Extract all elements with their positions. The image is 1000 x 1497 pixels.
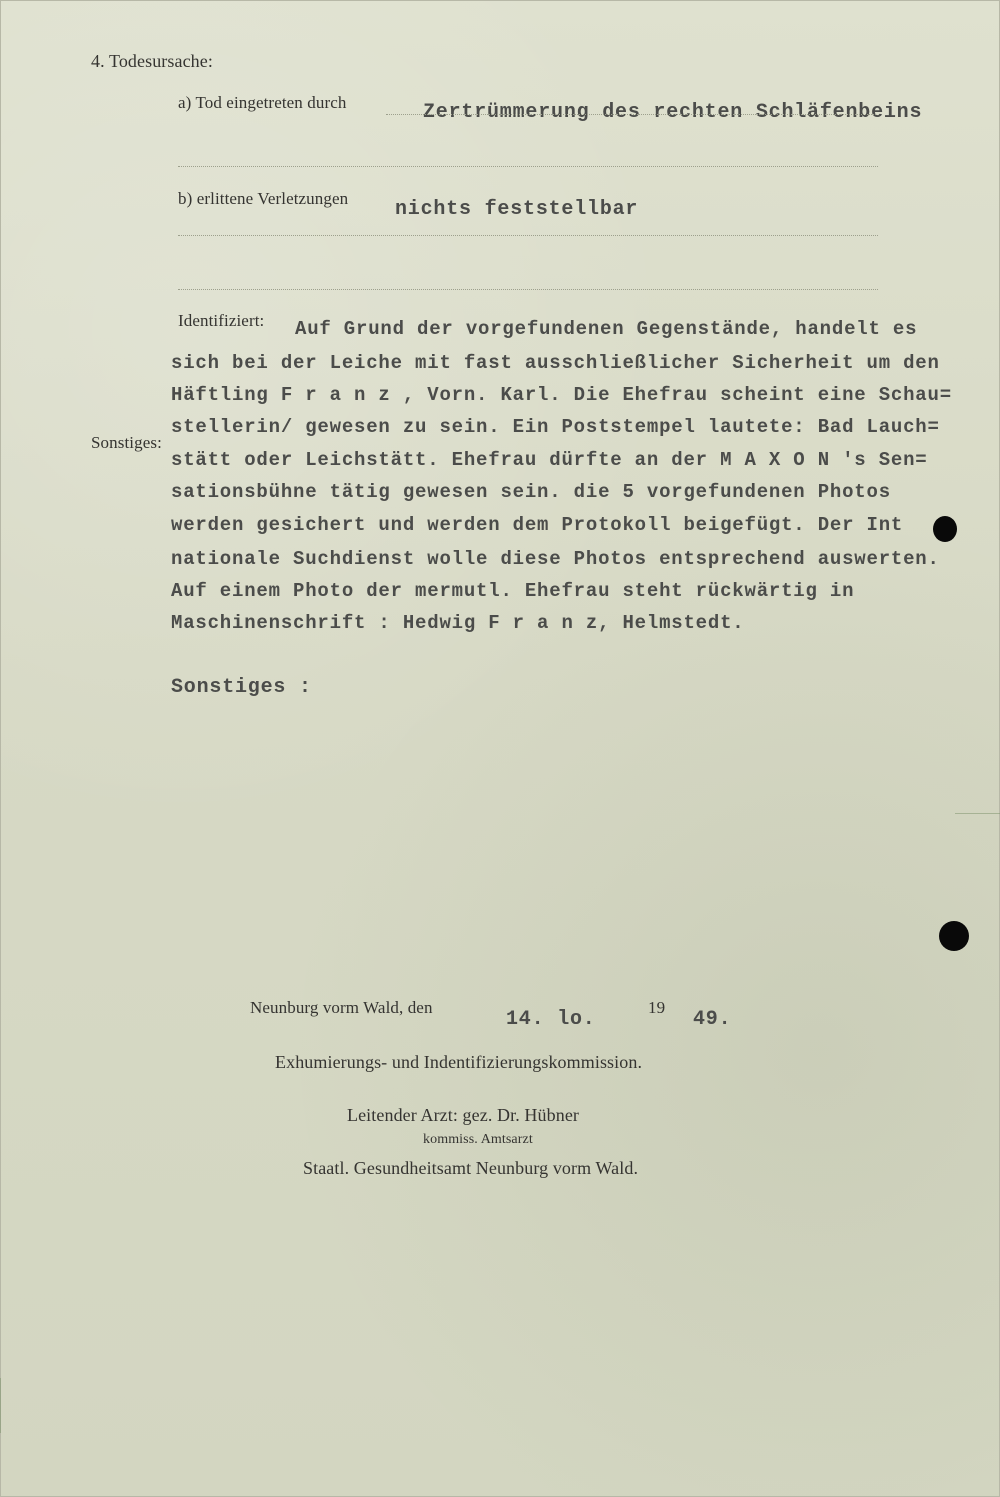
doctor-subline: kommiss. Amtsarzt [423, 1132, 533, 1147]
death-line-2 [178, 166, 878, 167]
paper-mark [955, 813, 1000, 814]
place-date-label: Neunburg vorm Wald, den [250, 998, 433, 1017]
doctor-line: Leitender Arzt: gez. Dr. Hübner [347, 1105, 580, 1125]
typed-other-label: Sonstiges : [171, 676, 312, 699]
death-value: Zertrümmerung des rechten Schläfenbeins [423, 101, 923, 124]
section-heading: 4. Todesursache: [91, 51, 213, 71]
identification-line: Auf Grund der vorgefundenen Gegenstände, handelt es [295, 318, 918, 340]
injuries-line-2 [178, 289, 878, 290]
year-suffix: 49. [693, 1008, 732, 1031]
other-label: Sonstiges: [91, 433, 162, 452]
paper-mark [0, 1378, 1, 1433]
ink-spot [933, 516, 957, 542]
year-prefix: 19 [648, 998, 666, 1017]
injuries-value: nichts feststellbar [395, 198, 639, 221]
identification-line: Häftling F r a n z , Vorn. Karl. Die Ehefrau scheint eine Schau= [171, 384, 952, 406]
injuries-line-1 [178, 235, 878, 236]
identification-line: nationale Suchdienst wolle diese Photos entsprechend auswerten. [171, 548, 940, 570]
death-line-1 [386, 114, 876, 115]
death-label: a) Tod eingetreten durch [178, 93, 347, 112]
identification-line: werden gesichert und werden dem Protokoll beigefügt. Der Int [171, 514, 904, 536]
office-line: Staatl. Gesundheitsamt Neunburg vorm Wald. [303, 1158, 639, 1178]
identification-line: Maschinenschrift : Hedwig F r a n z, Helmstedt. [171, 612, 745, 634]
day-month-value: 14. lo. [506, 1008, 596, 1031]
identification-line: stellerin/ gewesen zu sein. Ein Poststempel lautete: Bad Lauch= [171, 416, 940, 438]
commission-title: Exhumierungs- und Indentifizierungskommission. [275, 1052, 643, 1072]
injuries-label: b) erlittene Verletzungen [178, 189, 349, 208]
identification-line: stätt oder Leichstätt. Ehefrau dürfte an der M A X O N 's Sen= [171, 449, 928, 471]
identification-line: sich bei der Leiche mit fast ausschließlicher Sicherheit um den [171, 352, 940, 374]
identification-line: Auf einem Photo der mermutl. Ehefrau steht rückwärtig in [171, 580, 855, 602]
identification-line: sationsbühne tätig gewesen sein. die 5 vorgefundenen Photos [171, 481, 891, 503]
identified-label: Identifiziert: [178, 311, 265, 330]
ink-spot [939, 921, 969, 951]
